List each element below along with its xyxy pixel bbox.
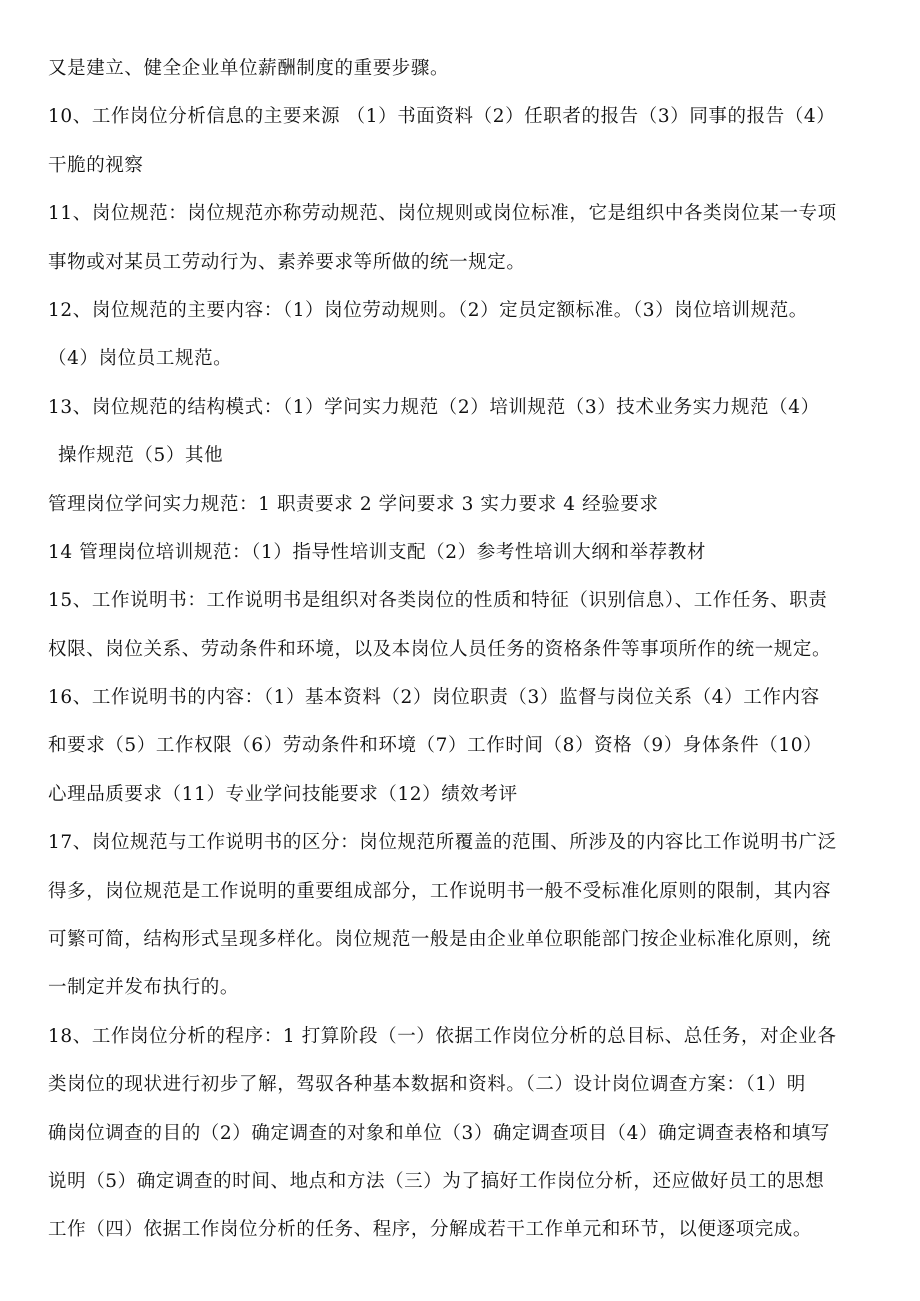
text-line: 类岗位的现状进行初步了解，驾驭各种基本数据和资料。（二）设计岗位调查方案：（1）明	[48, 1074, 806, 1096]
text-line: 说明（5）确定调查的时间、地点和方法（三）为了搞好工作岗位分析，还应做好员工的思想	[48, 1170, 825, 1192]
text-line: 心理品质要求（11）专业学问技能要求（12）绩效考评	[48, 783, 518, 805]
text-line: 17、岗位规范与工作说明书的区分：岗位规范所覆盖的范围、所涉及的内容比工作说明书广泛	[48, 832, 837, 854]
text-line: 又是建立、健全企业单位薪酬制度的重要步骤。	[48, 58, 450, 79]
text-line: 可繁可简，结构形式呈现多样化。岗位规范一般是由企业单位职能部门按企业标准化原则，统	[48, 929, 832, 951]
text-line: 确岗位调查的目的（2）确定调查的对象和单位（3）确定调查项目（4）确定调查表格和填写	[48, 1122, 831, 1144]
text-line: 12、岗位规范的主要内容：（1）岗位劳动规则。（2）定员定额标准。（3）岗位培训规范。	[48, 299, 808, 321]
text-line: 权限、岗位关系、劳动条件和环境，以及本岗位人员任务的资格条件等事项所作的统一规定。	[48, 638, 832, 660]
text-line: 16、工作说明书的内容：（1）基本资料（2）岗位职责（3）监督与岗位关系（4）工作内容	[48, 687, 820, 709]
text-line: 18、工作岗位分析的程序：1 打算阶段（一）依据工作岗位分析的总目标、总任务，对企业各	[48, 1025, 837, 1047]
text-line: 一制定并发布执行的。	[48, 977, 240, 999]
text-line: 和要求（5）工作权限（6）劳动条件和环境（7）工作时间（8）资格（9）身体条件（10）	[48, 735, 823, 757]
text-line: 10、工作岗位分析信息的主要来源 （1）书面资料（2）任职者的报告（3）同事的报告（4）	[48, 106, 836, 128]
text-line: 操作规范（5）其他	[58, 445, 224, 467]
text-line: 11、岗位规范：岗位规范亦称劳动规范、岗位规则或岗位标准，它是组织中各类岗位某一专项	[48, 203, 837, 225]
text-line: 15、工作说明书：工作说明书是组织对各类岗位的性质和特征（识别信息）、工作任务、职责	[48, 590, 828, 612]
text-line: （4）岗位员工规范。	[48, 348, 233, 370]
text-line: 管理岗位学问实力规范：1 职责要求 2 学问要求 3 实力要求 4 经验要求	[48, 493, 659, 515]
text-line: 工作（四）依据工作岗位分析的任务、程序，分解成若干工作单元和环节，以便逐项完成。	[48, 1219, 813, 1241]
text-line: 干脆的视察	[48, 154, 144, 176]
text-line: 14 管理岗位培训规范：（1）指导性培训支配（2）参考性培训大纲和举荐教材	[48, 541, 706, 563]
text-line: 13、岗位规范的结构模式：（1）学问实力规范（2）培训规范（3）技术业务实力规范（4）	[48, 396, 820, 418]
text-line: 得多，岗位规范是工作说明的重要组成部分，工作说明书一般不受标准化原则的限制，其内容	[48, 880, 832, 902]
document-page	[48, 45, 884, 1255]
text-line: 事物或对某员工劳动行为、素养要求等所做的统一规定。	[48, 251, 526, 273]
